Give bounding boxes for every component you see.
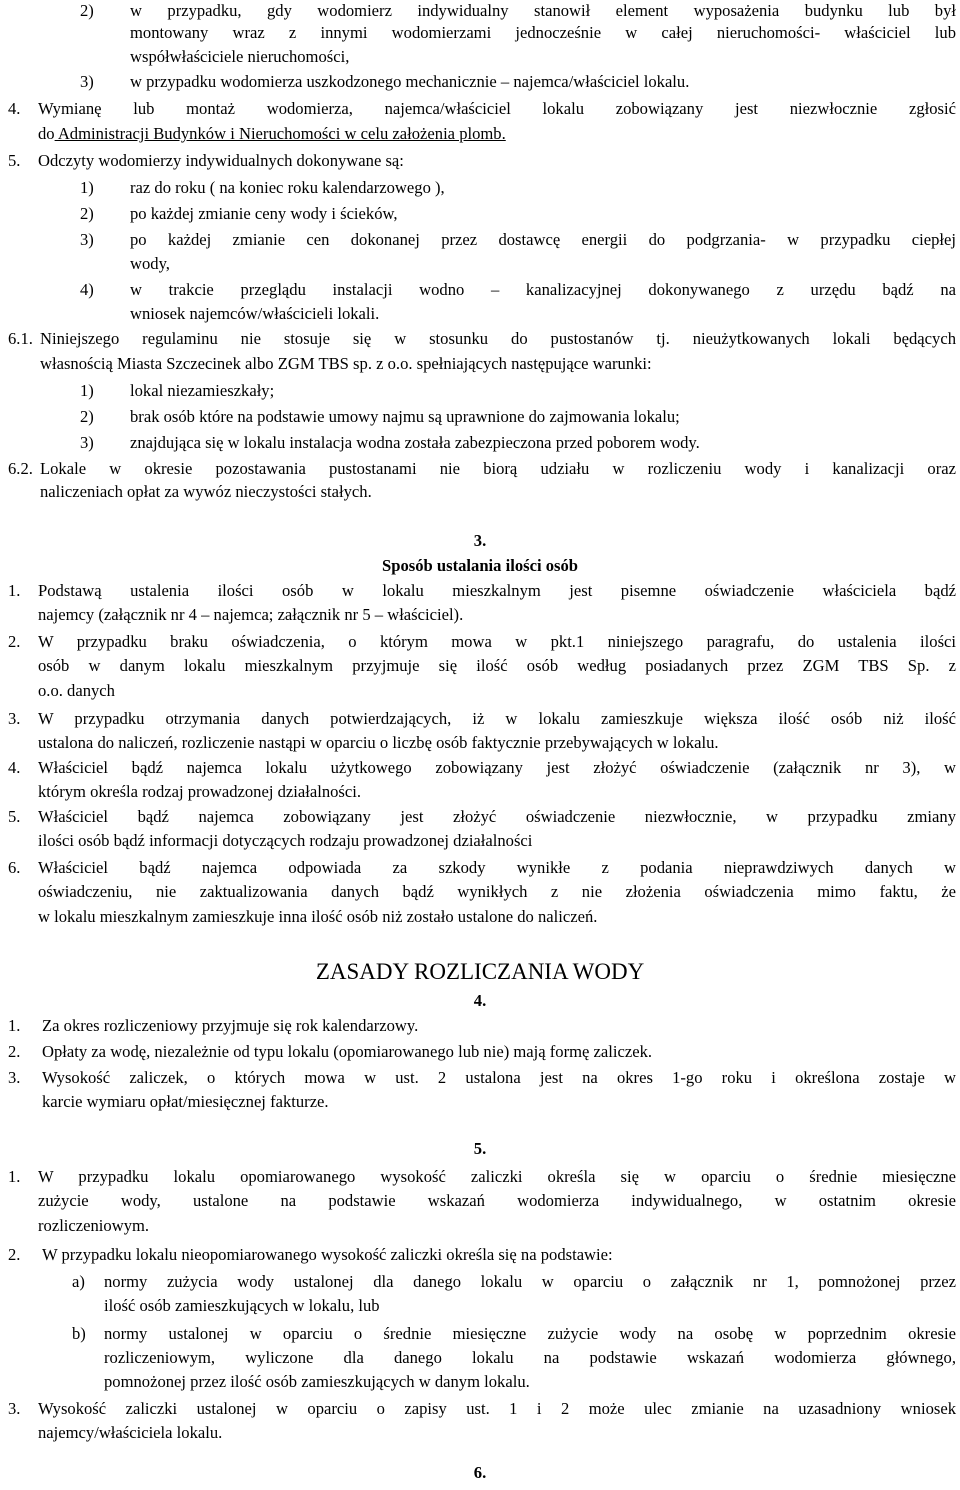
item-number: 1) bbox=[80, 381, 94, 400]
item-text: o.o. danych bbox=[38, 681, 115, 700]
item-text: wniosek najemców/właścicieli lokali. bbox=[130, 304, 380, 323]
item-text: Podstawą ustalenia ilości osób w lokalu mieszkalnym jest pisemne oświadczenie właściciela bądź bbox=[38, 581, 956, 600]
item-number: b) bbox=[72, 1324, 86, 1343]
paragraph-text: Lokale w okresie pozostawania pustostanami nie biorą udziału w rozliczeniu wody i kanalizacji oraz bbox=[40, 459, 956, 478]
item-text: rozliczeniowym, wyliczone dla danego lokalu na podstawie wskazań wodomierza głównego, bbox=[104, 1348, 956, 1367]
item-text: ilości osób bądź informacji dotyczących rodzaju prowadzonej działalności bbox=[38, 831, 533, 850]
paragraph-text: Administracji Budynków i Nieruchomości w celu założenia plomb. bbox=[54, 124, 506, 143]
item-text: normy ustalonej w oparciu o średnie miesięczne zużycie wody na osobę w poprzednim okresie bbox=[104, 1324, 956, 1343]
paragraph-number: 5. bbox=[8, 151, 21, 170]
item-text: w przypadku wodomierza uszkodzonego mechanicznie – najemca/właściciel lokalu. bbox=[130, 72, 690, 91]
item-number: 2) bbox=[80, 204, 94, 223]
item-text: w lokalu mieszkalnym zamieszkuje inna ilość osób niż zostało ustalone do naliczeń. bbox=[38, 907, 598, 926]
item-text: raz do roku ( na koniec roku kalendarzowego ), bbox=[130, 178, 445, 197]
item-text: Za okres rozliczeniowy przyjmuje się rok kalendarzowy. bbox=[42, 1016, 419, 1035]
item-text: ustalona do naliczeń, rozliczenie nastąpi w oparciu o liczbę osób faktycznie przebywających w lokalu. bbox=[38, 733, 719, 752]
item-text: w trakcie przeglądu instalacji wodno – kanalizacyjnej dokonywanego z urzędu bądź na bbox=[130, 280, 956, 299]
item-number: 1) bbox=[80, 178, 94, 197]
item-number: 2. bbox=[8, 632, 21, 651]
item-text: karcie wymiaru opłat/miesięcznej fakturze. bbox=[42, 1092, 329, 1111]
section-number: 3. bbox=[473, 531, 487, 550]
item-text: normy zużycia wody ustalonej dla danego lokalu w oparciu o załącznik nr 1, pomnożonej przez bbox=[104, 1272, 956, 1291]
item-number: a) bbox=[72, 1272, 85, 1291]
paragraph-text: do bbox=[38, 124, 55, 143]
item-number: 5. bbox=[8, 807, 21, 826]
item-text: oświadczeniu, nie zaktualizowania danych bądź wynikłych z nie złożenia oświadczenia mimo faktu, że bbox=[38, 882, 956, 901]
item-number: 2) bbox=[80, 1, 94, 20]
item-text: W przypadku braku oświadczenia, o którym mowa w pkt.1 niniejszego paragrafu, do ustalenia ilości bbox=[38, 632, 956, 651]
item-text: W przypadku otrzymania danych potwierdzających, iż w lokalu zamieszkuje większa ilość osób niż ilość bbox=[38, 709, 956, 728]
item-number: 2. bbox=[8, 1042, 21, 1061]
section-number: 4. bbox=[473, 991, 487, 1010]
item-number: 2. bbox=[8, 1245, 21, 1264]
item-text: wody, bbox=[130, 254, 170, 273]
item-text: współwłaściciele nieruchomości, bbox=[130, 47, 350, 66]
item-text: znajdująca się w lokalu instalacja wodna została zabezpieczona przed poborem wody. bbox=[130, 433, 700, 452]
section-title: Sposób ustalania ilości osób bbox=[382, 556, 578, 575]
item-text: osób w danym lokalu mieszkalnym przyjmuje się ilość osób według posiadanych przez ZGM TBS Sp. z bbox=[38, 656, 956, 675]
section-title: ZASADY ROZLICZANIA WODY bbox=[315, 959, 645, 984]
item-text: po każdej zmianie ceny wody i ścieków, bbox=[130, 204, 398, 223]
item-number: 2) bbox=[80, 407, 94, 426]
item-text: po każdej zmianie cen dokonanej przez dostawcę energii do podgrzania- w przypadku ciepłej bbox=[130, 230, 956, 249]
item-text: Właściciel bądź najemca odpowiada za szkody wynikłe z podania nieprawdziwych danych w bbox=[38, 858, 956, 877]
paragraph-number: 6.2. bbox=[8, 459, 33, 478]
item-number: 1. bbox=[8, 581, 21, 600]
item-text: ilość osób zamieszkujących w lokalu, lub bbox=[104, 1296, 380, 1315]
item-text: najemcy/właściciela lokalu. bbox=[38, 1423, 223, 1442]
item-number: 3) bbox=[80, 433, 94, 452]
section-number: 5. bbox=[473, 1139, 487, 1158]
item-text: Wysokość zaliczek, o których mowa w ust. 2 ustalona jest na okres 1-go roku i określona zostaje w bbox=[42, 1068, 956, 1087]
item-text: rozliczeniowym. bbox=[38, 1216, 150, 1235]
item-text: Właściciel bądź najemca lokalu użytkowego zobowiązany jest złożyć oświadczenie (załącznik nr 3), w bbox=[38, 758, 956, 777]
paragraph-number: 6.1. bbox=[8, 329, 33, 348]
paragraph-text: Niniejszego regulaminu nie stosuje się w stosunku do pustostanów tj. nieużytkowanych lokali będących bbox=[40, 329, 956, 348]
item-number: 3. bbox=[8, 1399, 21, 1418]
section-number: 6. bbox=[473, 1463, 487, 1482]
item-text: W przypadku lokalu opomiarowanego wysokość zaliczki określa się w oparciu o średnie miesięczne bbox=[38, 1167, 956, 1186]
item-text: montowany wraz z innymi wodomierzami jednocześnie w całej nieruchomości- właściciel lub bbox=[130, 23, 956, 42]
item-number: 3. bbox=[8, 709, 21, 728]
paragraph-number: 4. bbox=[8, 99, 21, 118]
paragraph-text: naliczeniach opłat za wywóz nieczystości stałych. bbox=[40, 482, 372, 501]
paragraph-text: własnością Miasta Szczecinek albo ZGM TBS sp. z o.o. spełniających następujące warunki: bbox=[40, 354, 652, 373]
item-text: lokal niezamieszkały; bbox=[130, 381, 275, 400]
item-text: najemcy (załącznik nr 4 – najemca; załącznik nr 5 – właściciel). bbox=[38, 605, 464, 624]
item-text: W przypadku lokalu nieopomiarowanego wysokość zaliczki określa się na podstawie: bbox=[42, 1245, 613, 1264]
item-number: 4. bbox=[8, 758, 21, 777]
item-number: 3) bbox=[80, 230, 94, 249]
item-text: którym określa rodzaj prowadzonej działalności. bbox=[38, 782, 362, 801]
item-text: brak osób które na podstawie umowy najmu są uprawnione do zajmowania lokalu; bbox=[130, 407, 680, 426]
item-number: 1. bbox=[8, 1167, 21, 1186]
item-text: zużycie wody, ustalone na podstawie wskazań wodomierza indywidualnego, w ostatnim okresie bbox=[38, 1191, 956, 1210]
item-number: 1. bbox=[8, 1016, 21, 1035]
item-text: w przypadku, gdy wodomierz indywidualny stanowił element wyposażenia budynku lub był bbox=[130, 1, 956, 20]
item-text: pomnożonej przez ilość osób zamieszkujących w danym lokalu. bbox=[104, 1372, 530, 1391]
paragraph-text: Wymianę lub montaż wodomierza, najemca/właściciel lokalu zobowiązany jest niezwłocznie zgłosić bbox=[38, 99, 956, 118]
item-number: 3) bbox=[80, 72, 94, 91]
paragraph-text: Odczyty wodomierzy indywidualnych dokonywane są: bbox=[38, 151, 404, 170]
item-number: 3. bbox=[8, 1068, 21, 1087]
item-number: 6. bbox=[8, 858, 21, 877]
item-text: Wysokość zaliczki ustalonej w oparciu o zapisy ust. 1 i 2 może ulec zmianie na uzasadniony wniosek bbox=[38, 1399, 956, 1418]
item-number: 4) bbox=[80, 280, 94, 299]
item-text: Właściciel bądź najemca zobowiązany jest złożyć oświadczenie niezwłocznie, w przypadku zmiany bbox=[38, 807, 956, 826]
item-text: Opłaty za wodę, niezależnie od typu lokalu (opomiarowanego lub nie) mają formę zaliczek. bbox=[42, 1042, 653, 1061]
